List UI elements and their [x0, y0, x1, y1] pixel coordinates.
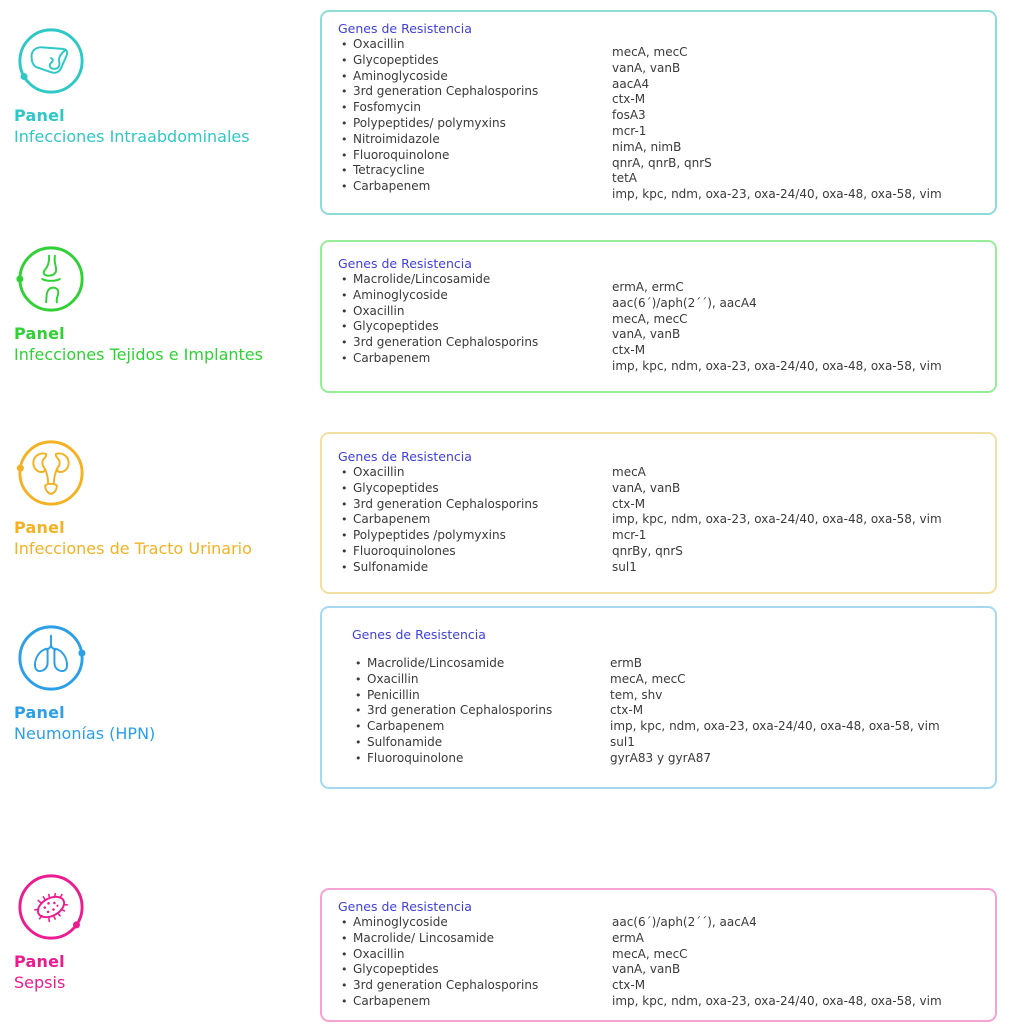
- kidneys-icon: [16, 438, 86, 508]
- gene-list-item: mecA, mecC: [612, 311, 688, 326]
- antibiotic-item: • Glycopeptides: [338, 53, 612, 69]
- gene-list-item: mecA: [612, 465, 646, 479]
- gene-list-item: ctx-M: [610, 703, 644, 718]
- genes-box-title: Genes de Resistencia: [338, 21, 472, 36]
- gene-list-item: ermA, ermC: [612, 280, 684, 294]
- genes-column: [612, 915, 985, 1010]
- gene-list-item: mecA, mecC: [610, 671, 686, 686]
- antibiotic-item: • Tetracycline: [338, 163, 612, 179]
- antibiotic-item: • Penicillin: [352, 688, 610, 704]
- panel-label: Panel: [14, 952, 65, 971]
- lungs-icon: [16, 623, 86, 693]
- antibiotic-item: • Carbapenem: [338, 351, 612, 367]
- gene-list-item: mcr-1: [612, 123, 647, 138]
- antibiotic-item: • 3rd generation Cephalosporins: [338, 84, 612, 100]
- antibiotic-item: • 3rd generation Cephalosporins: [338, 497, 612, 513]
- liver-digestive-icon: [16, 26, 86, 96]
- gene-list-item: vanA, vanB: [612, 327, 681, 342]
- gene-list-item: fosA3: [612, 108, 646, 123]
- antibiotic-item: • Macrolide/Lincosamide: [352, 656, 610, 672]
- antibiotic-item: • Oxacillin: [338, 304, 612, 320]
- antibiotic-item: • Fosfomycin: [338, 100, 612, 116]
- antibiotic-item: • 3rd generation Cephalosporins: [338, 335, 612, 351]
- antibiotic-item: • Oxacillin: [338, 947, 612, 963]
- antibiotic-item: • Aminoglycoside: [338, 915, 612, 931]
- antibiotic-item: • Macrolide/Lincosamide: [338, 272, 612, 288]
- genes-box-title: Genes de Resistencia: [338, 449, 472, 464]
- gene-list-item: ctx-M: [612, 978, 646, 993]
- gene-list-item: imp, kpc, ndm, oxa-23, oxa-24/40, oxa-48, oxa-58, vim: [612, 358, 942, 373]
- genes-box-body: [338, 465, 985, 576]
- gene-list-item: vanA, vanB: [612, 480, 681, 495]
- genes-box-body: [352, 656, 985, 767]
- antibiotic-item: • Nitroimidazole: [338, 132, 612, 148]
- antibiotic-item: • 3rd generation Cephalosporins: [352, 703, 610, 719]
- panel-name: Infecciones de Tracto Urinario: [14, 539, 252, 558]
- antibiotic-item: • Aminoglycoside: [338, 69, 612, 85]
- genes-box-title: Genes de Resistencia: [338, 256, 472, 271]
- panel-label: Panel: [14, 106, 65, 125]
- panel-icon-slot: [16, 623, 86, 693]
- panel-identity: [14, 872, 314, 993]
- gene-list-item: sul1: [612, 559, 637, 574]
- gene-list-item: aacA4: [612, 76, 650, 91]
- antibiotic-item: • Carbapenem: [352, 719, 610, 735]
- gene-list-item: ctx-M: [612, 92, 646, 107]
- antibiotic-item: • Carbapenem: [338, 994, 612, 1010]
- antibiotic-item: • Glycopeptides: [338, 319, 612, 335]
- gene-list-item: sul1: [610, 734, 635, 749]
- gene-list-item: tem, shv: [610, 687, 663, 702]
- gene-list-item: vanA, vanB: [612, 962, 681, 977]
- gene-list-item: imp, kpc, ndm, oxa-23, oxa-24/40, oxa-48, oxa-58, vim: [612, 993, 942, 1008]
- antibiotics-column: [338, 915, 612, 1010]
- antibiotic-item: • Sulfonamide: [352, 735, 610, 751]
- gene-list-item: tetA: [612, 171, 638, 186]
- antibiotic-item: • Glycopeptides: [338, 481, 612, 497]
- panel-icon-slot: [16, 244, 86, 314]
- gene-list-item: imp, kpc, ndm, oxa-23, oxa-24/40, oxa-48, oxa-58, vim: [612, 187, 942, 202]
- antibiotic-item: • Aminoglycoside: [338, 288, 612, 304]
- antibiotic-item: • Oxacillin: [352, 672, 610, 688]
- antibiotics-column: [352, 656, 610, 767]
- panel-label: Panel: [14, 324, 65, 343]
- antibiotic-item: • Oxacillin: [338, 465, 612, 481]
- antibiotic-item: • Polypeptides /polymyxins: [338, 528, 612, 544]
- gene-list-item: ermB: [610, 656, 643, 670]
- gene-list-item: gyrA83 y gyrA87: [610, 750, 711, 765]
- panel-identity: [14, 438, 314, 559]
- gene-list-item: mecA, mecC: [612, 946, 688, 961]
- antibiotic-item: • Carbapenem: [338, 512, 612, 528]
- panel-label: Panel: [14, 703, 65, 722]
- genes-column: [610, 656, 985, 767]
- panel-name: Infecciones Tejidos e Implantes: [14, 345, 263, 364]
- gene-list-item: imp, kpc, ndm, oxa-23, oxa-24/40, oxa-48, oxa-58, vim: [610, 719, 940, 734]
- knee-joint-icon: [16, 244, 86, 314]
- antibiotic-item: • Macrolide/ Lincosamide: [338, 931, 612, 947]
- bacteria-icon: [16, 872, 86, 942]
- gene-list-item: qnrA, qnrB, qnrS: [612, 155, 712, 170]
- antibiotic-item: • Polypeptides/ polymyxins: [338, 116, 612, 132]
- antibiotic-item: • Glycopeptides: [338, 962, 612, 978]
- antibiotic-item: • Fluoroquinolones: [338, 544, 612, 560]
- gene-list-item: nimA, nimB: [612, 139, 682, 154]
- genes-box-body: [338, 272, 985, 375]
- genes-box: [320, 240, 997, 393]
- panel-identity: [14, 623, 314, 744]
- gene-list-item: ctx-M: [612, 496, 646, 511]
- antibiotic-item: • Carbapenem: [338, 179, 612, 195]
- panel-name: Neumonías (HPN): [14, 724, 156, 743]
- antibiotic-item: • 3rd generation Cephalosporins: [338, 978, 612, 994]
- genes-box-title: Genes de Resistencia: [352, 627, 486, 642]
- genes-column: [612, 272, 985, 375]
- gene-list-item: ermA: [612, 930, 645, 945]
- genes-box: [320, 432, 997, 594]
- panel-name: Infecciones Intraabdominales: [14, 127, 250, 146]
- gene-list-item: ctx-M: [612, 343, 646, 358]
- panel-icon-slot: [16, 872, 86, 942]
- gene-list-item: imp, kpc, ndm, oxa-23, oxa-24/40, oxa-48, oxa-58, vim: [612, 512, 942, 527]
- antibiotic-item: • Fluoroquinolone: [352, 751, 610, 767]
- genes-column: [612, 37, 985, 203]
- panel-label: Panel: [14, 518, 65, 537]
- gene-list-item: aac(6´)/aph(2´´), aacA4: [612, 295, 757, 310]
- antibiotic-item: • Oxacillin: [338, 37, 612, 53]
- gene-list-item: vanA, vanB: [612, 60, 681, 75]
- gene-list-item: mcr-1: [612, 528, 647, 543]
- genes-box-body: [338, 37, 985, 203]
- antibiotics-column: [338, 37, 612, 195]
- antibiotic-item: • Fluoroquinolone: [338, 148, 612, 164]
- panel-icon-slot: [16, 438, 86, 508]
- antibiotics-column: [338, 465, 612, 576]
- genes-box: [320, 606, 997, 789]
- gene-list-item: qnrBy, qnrS: [612, 543, 683, 558]
- panel-identity: [14, 244, 314, 365]
- antibiotics-column: [338, 272, 612, 367]
- panel-name: Sepsis: [14, 973, 66, 992]
- genes-box: [320, 10, 997, 215]
- genes-box-body: [338, 915, 985, 1010]
- panel-identity: [14, 26, 314, 147]
- gene-list-item: mecA, mecC: [612, 45, 688, 59]
- genes-box: [320, 888, 997, 1022]
- genes-box-title: Genes de Resistencia: [338, 899, 472, 914]
- genes-column: [612, 465, 985, 576]
- antibiotic-item: • Sulfonamide: [338, 560, 612, 576]
- panel-icon-slot: [16, 26, 86, 96]
- gene-list-item: aac(6´)/aph(2´´), aacA4: [612, 915, 757, 929]
